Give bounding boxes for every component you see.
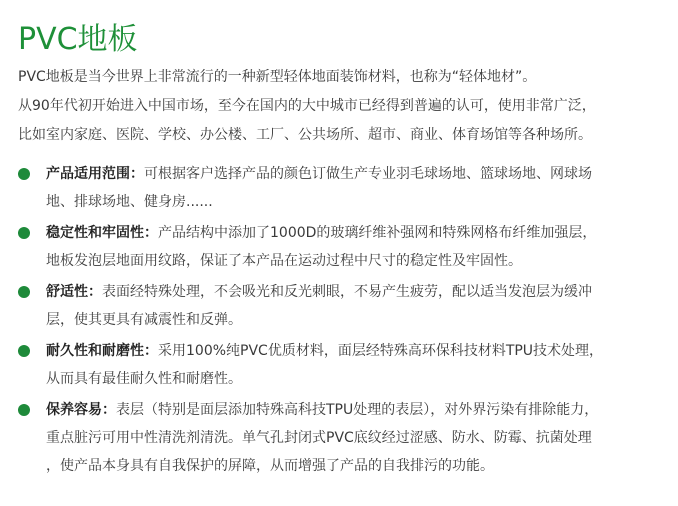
- feature-line: [46, 337, 673, 365]
- feature-list: [18, 160, 673, 483]
- feature-text: 地、排球场地、健身房......: [46, 194, 213, 210]
- intro-line: 比如室内家庭、医院、学校、办公楼、工厂、公共场所、超市、商业、体育场馆等各种场所。: [18, 127, 592, 143]
- page-title: PVC地板: [18, 22, 138, 57]
- feature-line: [46, 219, 673, 247]
- feature-item-comfort: [18, 278, 673, 334]
- bullet-dot-icon: [18, 168, 30, 180]
- feature-text: 可根据客户选择产品的颜色订做生产专业羽毛球场地、篮球场地、网球场: [144, 166, 592, 182]
- feature-text: 从而具有最佳耐久性和耐磨性。: [46, 371, 242, 387]
- bullet-dot-icon: [18, 404, 30, 416]
- feature-label: 产品适用范围：: [46, 166, 144, 182]
- bullet-dot-icon: [18, 286, 30, 298]
- feature-text: 地板发泡层地面用纹路，保证了本产品在运动过程中尺寸的稳定性及牢固性。: [46, 253, 522, 269]
- feature-item-application-scope: [18, 160, 673, 216]
- feature-item-easy-maintenance: [18, 396, 673, 480]
- feature-label: 耐久性和耐磨性：: [46, 343, 158, 359]
- bullet-dot-icon: [18, 345, 30, 357]
- feature-text: 层，使其更具有减震性和反弹。: [46, 312, 242, 328]
- feature-line: [46, 160, 673, 188]
- feature-line: [46, 396, 673, 424]
- feature-label: 稳定性和牢固性：: [46, 225, 158, 241]
- feature-item-stability: [18, 219, 673, 275]
- intro-line: PVC地板是当今世界上非常流行的一种新型轻体地面装饰材料，也称为“轻体地材”。: [18, 69, 537, 85]
- feature-text: 表面经特殊处理，不会吸光和反光刺眼，不易产生疲劳，配以适当发泡层为缓冲: [102, 284, 592, 300]
- feature-text: ，使产品本身具有自我保护的屏障，从而增强了产品的自我排污的功能。: [46, 458, 494, 474]
- feature-text: 采用100%纯PVC优质材料，面层经特殊高环保科技材料TPU技术处理，: [158, 343, 604, 359]
- feature-item-durability: [18, 337, 673, 393]
- feature-label: 保养容易：: [46, 402, 116, 418]
- feature-text: 重点脏污可用中性清洗剂清洗。单气孔封闭式PVC底纹经过涩感、防水、防霉、抗菌处理: [46, 430, 592, 446]
- feature-text: 产品结构中添加了1000D的玻璃纤维补强网和特殊网格布纤维加强层，: [158, 225, 597, 241]
- feature-text: 表层（特别是面层添加特殊高科技TPU处理的表层），对外界污染有排除能力，: [116, 402, 599, 418]
- intro-paragraph: [18, 63, 668, 150]
- bullet-dot-icon: [18, 227, 30, 239]
- feature-line: [46, 278, 673, 306]
- feature-label: 舒适性：: [46, 284, 102, 300]
- intro-line: 从90年代初开始进入中国市场，至今在国内的大中城市已经得到普遍的认可，使用非常广泛，: [18, 98, 596, 114]
